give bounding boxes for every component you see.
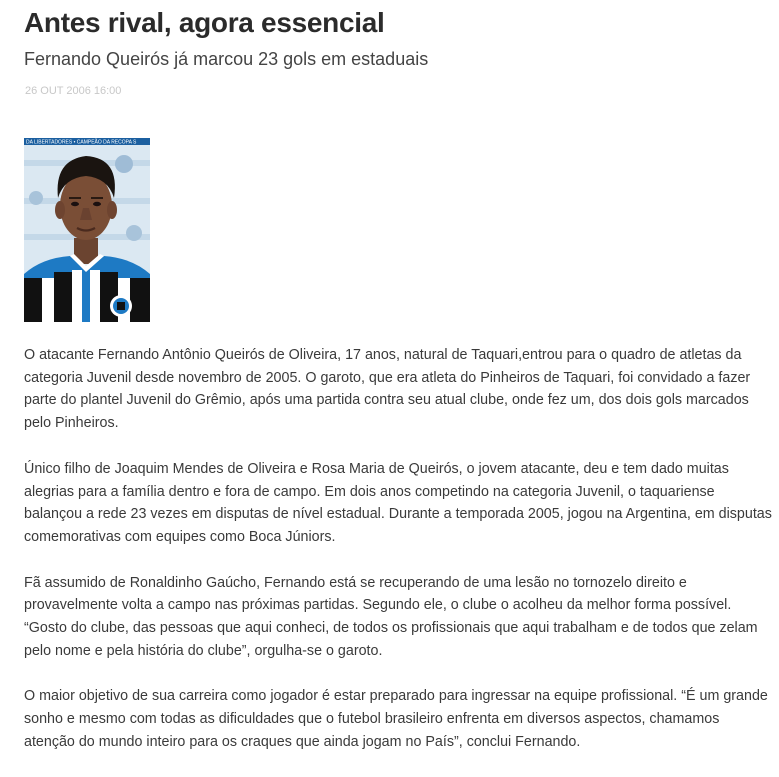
article-subtitle: Fernando Queirós já marcou 23 gols em estaduais <box>24 49 429 69</box>
article-title: Antes rival, agora essencial <box>24 7 385 38</box>
article <box>24 0 772 777</box>
article-paragraph: O atacante Fernando Antônio Queirós de Oliveira, 17 anos, natural de Taquari,entrou para o quadro de atletas da categoria Juvenil desde novembro de 2005. O garoto, que era atleta do Pinheiros de Taquari, foi convidado a fazer parte do plantel Juvenil do Grêmio, após uma partida contra seu atual clube, onde fez um, dos dois gols marcados pelo Pinheiros. <box>24 347 751 432</box>
article-paragraph: Fã assumido de Ronaldinho Gaúcho, Fernando está se recuperando de uma lesão no tornozelo direito e provavelmente volta a campo nas próximas partidas. Segundo ele, o clube o acolheu da melhor forma possível. “Gosto do clube, das pessoas que aqui conheci, de todos os profissionais que aqui trabalham e de todos que zelam pelo nome e pela história do clube”, orgulha-se o garoto. <box>24 574 758 659</box>
photo-banner-text: DA LIBERTADORES • CAMPEÃO DA RECOPA S <box>26 139 137 146</box>
article-body <box>24 344 772 754</box>
player-photo <box>24 138 150 322</box>
article-paragraph: O maior objetivo de sua carreira como jogador é estar preparado para ingressar na equipe profissional. “É um grande sonho e mesmo com todas as dificuldades que o futebol brasileiro enfrenta em diversos aspectos, chamamos atenção do mundo inteiro para os craques que ainda jogam no País”, conclui Fernando. <box>24 688 768 750</box>
article-date: 26 OUT 2006 16:00 <box>25 85 122 97</box>
article-paragraph: Único filho de Joaquim Mendes de Oliveira e Rosa Maria de Queirós, o jovem atacante, deu e tem dado muitas alegrias para a família dentro e fora de campo. Em dois anos competindo na categoria Juvenil, o taquariense balançou a rede 23 vezes em disputas de nível estadual. Durante a temporada 2005, jogou na Argentina, em disputas comemorativas com equipes como Boca Júniors. <box>24 460 772 545</box>
